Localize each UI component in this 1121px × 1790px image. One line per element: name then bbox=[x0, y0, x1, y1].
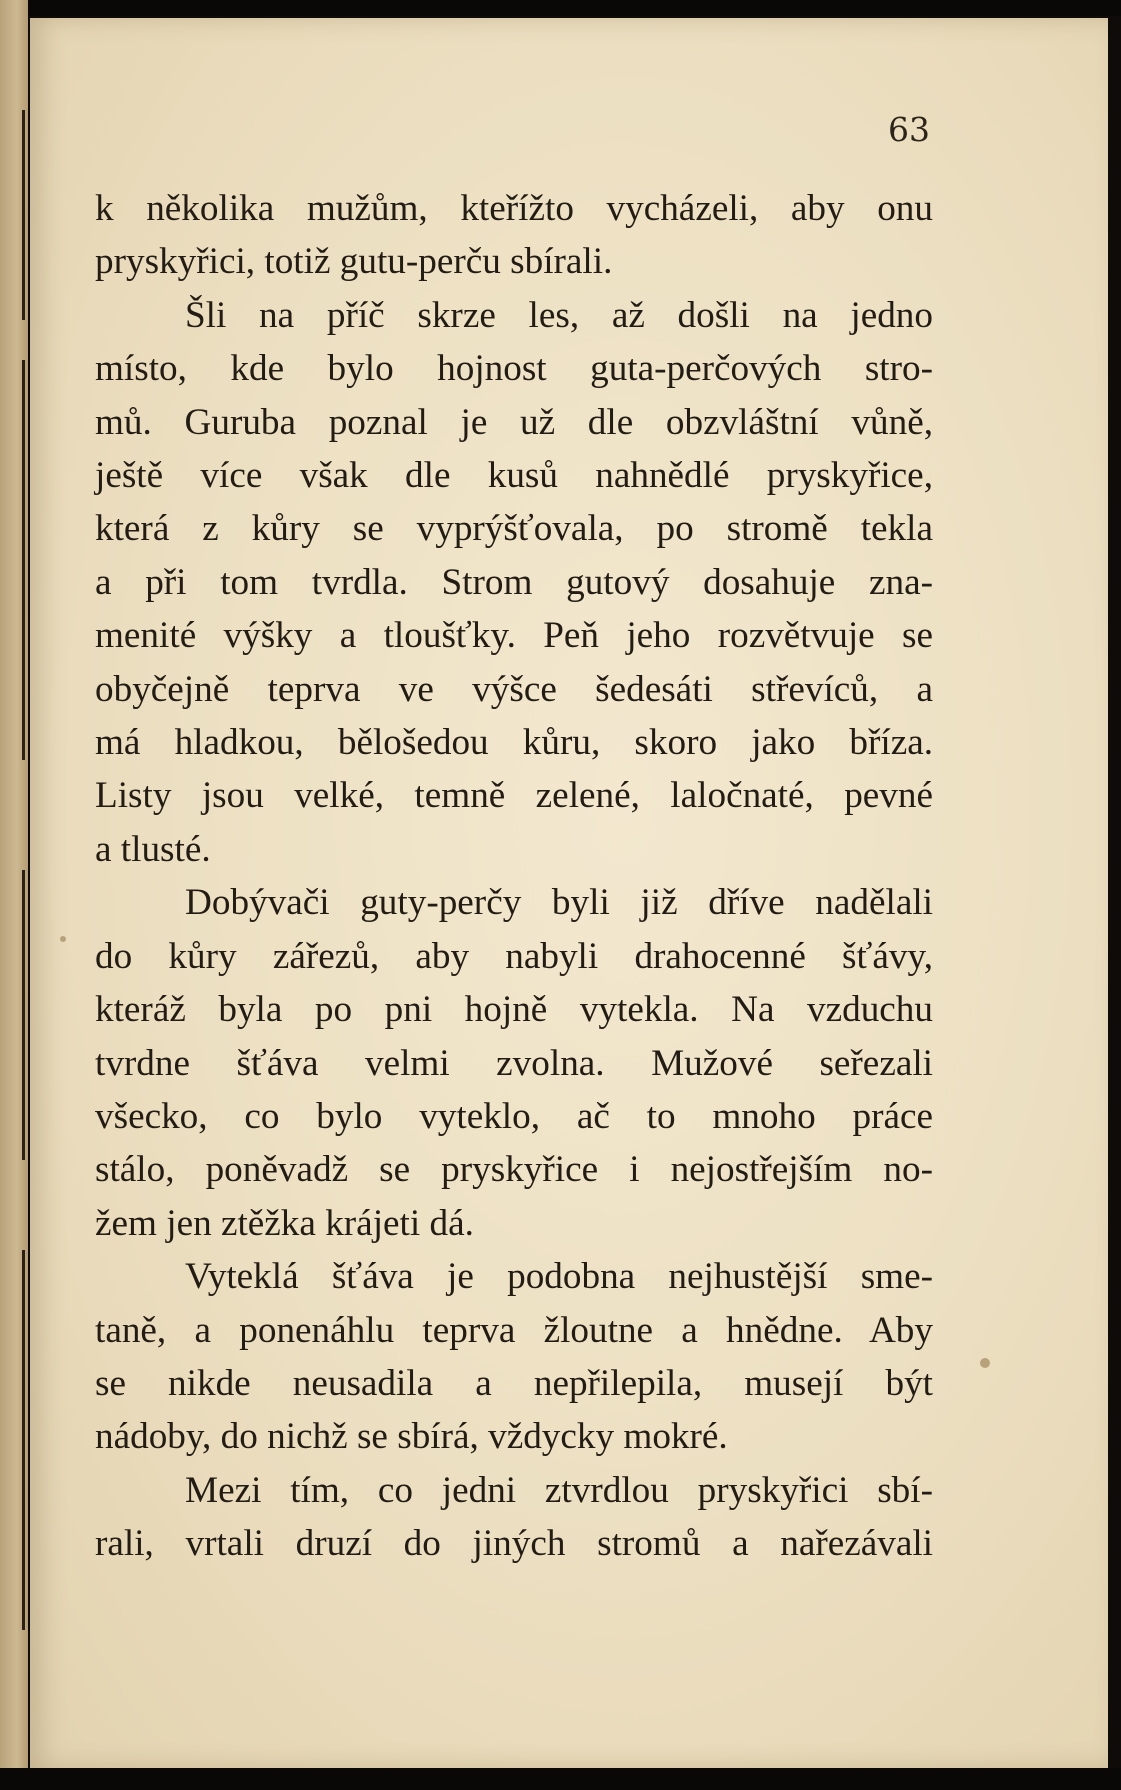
text-line: se nikde neusadila a nepřilepila, musejí být bbox=[95, 1362, 933, 1404]
paper-speck bbox=[60, 936, 66, 942]
paragraph bbox=[95, 876, 933, 1250]
paragraph bbox=[95, 1464, 933, 1571]
text-line: a tlusté. bbox=[95, 828, 211, 870]
bottom-scan-border bbox=[0, 1768, 1121, 1790]
text-line: kteráž byla po pni hojně vytekla. Na vzduchu bbox=[95, 989, 933, 1031]
text-line: obyčejně teprva ve výšce šedesáti střevíců, a bbox=[95, 668, 933, 710]
page-number: 63 bbox=[888, 110, 930, 149]
text-line: Šli na příč skrze les, až došli na jedno bbox=[185, 294, 933, 336]
text-line: tvrdne šťáva velmi zvolna. Mužové seřezali bbox=[95, 1042, 933, 1084]
text-line: která z kůry se vyprýšťovala, po stromě tekla bbox=[95, 508, 933, 550]
text-line: ještě více však dle kusů nahnědlé pryskyřice, bbox=[95, 455, 933, 497]
edge-mark bbox=[22, 110, 25, 320]
paragraph bbox=[95, 289, 933, 876]
binding-edge bbox=[0, 0, 28, 1790]
text-line: Mezi tím, co jedni ztvrdlou pryskyřici sbí- bbox=[185, 1469, 933, 1511]
paper-speck bbox=[980, 1358, 990, 1368]
text-line: k několika mužům, kteřížto vycházeli, aby onu bbox=[95, 188, 933, 229]
text-line: Listy jsou velké, temně zelené, laločnaté, pevné bbox=[95, 775, 933, 817]
top-scan-border bbox=[0, 0, 1121, 16]
text-line: a při tom tvrdla. Strom gutový dosahuje zna- bbox=[95, 561, 933, 603]
edge-mark bbox=[22, 870, 25, 1160]
text-line: Dobývači guty-perčy byli již dříve nadělali bbox=[185, 882, 933, 924]
text-line: pryskyřici, totiž gutu-perču sbírali. bbox=[95, 241, 613, 283]
text-line: nádoby, do nichž se sbírá, vždycky mokré. bbox=[95, 1416, 728, 1458]
text-line: žem jen ztěžka krájeti dá. bbox=[95, 1202, 474, 1244]
text-line: mů. Guruba poznal je už dle obzvláštní vůně, bbox=[95, 401, 933, 443]
body-text bbox=[95, 182, 933, 1571]
text-line: místo, kde bylo hojnost guta-perčových stro- bbox=[95, 348, 933, 390]
text-line: taně, a ponenáhlu teprva žloutne a hnědne. Aby bbox=[95, 1309, 933, 1351]
edge-mark bbox=[22, 1250, 25, 1630]
text-line: rali, vrtali druzí do jiných stromů a nařezávali bbox=[95, 1523, 933, 1565]
text-line: všecko, co bylo vyteklo, ač to mnoho práce bbox=[95, 1095, 933, 1137]
edge-mark bbox=[22, 360, 25, 760]
text-line: má hladkou, bělošedou kůru, skoro jako bříza. bbox=[95, 722, 933, 764]
text-line: do kůry zářezů, aby nabyli drahocenné šťávy, bbox=[95, 935, 933, 977]
text-line: menité výšky a tloušťky. Peň jeho rozvětvuje se bbox=[95, 615, 933, 657]
text-line: Vyteklá šťáva je podobna nejhustější sme- bbox=[185, 1256, 933, 1298]
paragraph bbox=[95, 182, 933, 289]
paragraph bbox=[95, 1250, 933, 1464]
text-line: stálo, poněvadž se pryskyřice i nejostřejším no- bbox=[95, 1149, 933, 1191]
